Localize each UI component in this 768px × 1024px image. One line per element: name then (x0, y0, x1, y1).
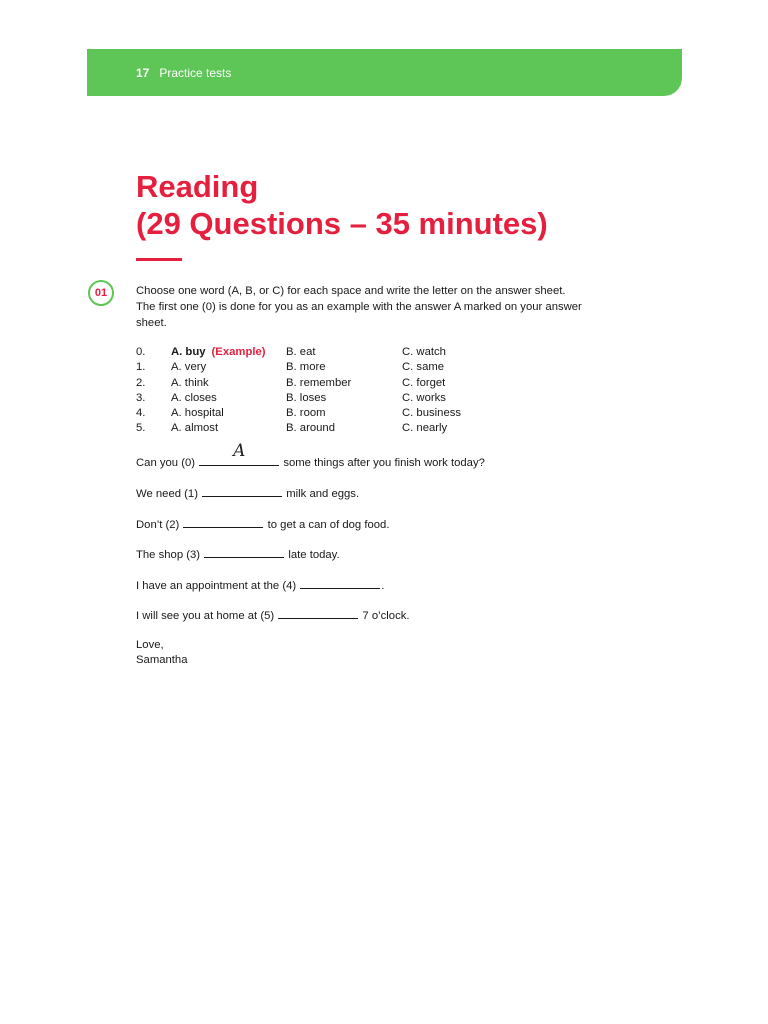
sentence-before: The shop (3) (136, 549, 201, 561)
sentence-after: to get a can of dog food. (267, 519, 390, 531)
letter-line-2 (136, 515, 389, 533)
title-line-1: Reading (136, 169, 259, 204)
sentence-before: We need (1) (136, 488, 198, 500)
option-b: B. remember (286, 376, 352, 389)
option-b: B. more (286, 361, 326, 374)
answer-blank[interactable] (300, 576, 380, 589)
letter-closing (136, 638, 188, 668)
page-number: 17 (136, 65, 150, 80)
option-b: B. eat (286, 346, 316, 358)
letter-line-3 (136, 545, 340, 563)
signature: Samantha (136, 654, 188, 666)
option-b: B. loses (286, 391, 327, 404)
answer-blank[interactable] (199, 441, 279, 466)
option-row (136, 376, 616, 391)
sentence-before: Can you (0) (136, 457, 196, 469)
sentence-before: I will see you at home at (5) (136, 610, 275, 622)
letter-line-5 (136, 606, 410, 624)
example-tag: (Example) (211, 346, 266, 358)
option-row (136, 406, 616, 421)
option-b: B. room (286, 407, 326, 420)
sentence-after: late today. (288, 549, 340, 561)
sentence-before: I have an appointment at the (4) (136, 580, 297, 592)
option-number: 0. (136, 346, 146, 358)
sentence-before: Don’t (2) (136, 519, 180, 531)
section-title: Practice tests (159, 65, 232, 80)
answer-blank[interactable] (278, 606, 358, 619)
answer-blank[interactable] (202, 484, 282, 497)
option-row (136, 360, 616, 375)
instructions-line: sheet. (136, 317, 167, 329)
option-number: 1. (136, 361, 146, 374)
page-title (136, 168, 548, 242)
option-a (171, 345, 266, 360)
handwritten-answer: A (233, 441, 246, 461)
question-number-badge: 01 (88, 280, 114, 306)
option-c: C. watch (402, 346, 446, 358)
option-c: C. nearly (402, 422, 448, 435)
option-a: A. think (171, 376, 209, 389)
sentence-after: milk and eggs. (286, 488, 360, 500)
instructions-line: Choose one word (A, B, or C) for each space and write the letter on the answer sheet. (136, 285, 566, 297)
instructions (136, 283, 636, 331)
option-number: 2. (136, 376, 146, 389)
option-row (136, 345, 616, 360)
title-line-2: (29 Questions – 35 minutes) (136, 206, 548, 241)
letter-line-1 (136, 484, 359, 502)
option-number: 5. (136, 422, 146, 435)
title-underline (136, 258, 182, 261)
answer-blank[interactable] (204, 545, 284, 558)
header-band (87, 49, 682, 96)
instructions-line: The first one (0) is done for you as an example with the answer A marked on your answer (136, 301, 582, 313)
option-b: B. around (286, 422, 335, 435)
option-number: 3. (136, 391, 146, 404)
closing: Love, (136, 639, 164, 651)
option-row (136, 391, 616, 406)
letter-line-4 (136, 576, 384, 594)
option-c: C. forget (402, 376, 446, 389)
option-c: C. same (402, 361, 445, 374)
options-table (136, 345, 616, 437)
option-a: A. hospital (171, 407, 224, 420)
option-row (136, 421, 616, 436)
sentence-after: 7 o’clock. (362, 610, 410, 622)
sentence-after: some things after you finish work today? (283, 457, 485, 469)
option-a: A. almost (171, 422, 219, 435)
option-a-label: A. buy (171, 346, 206, 358)
option-c: C. works (402, 391, 446, 404)
option-c: C. business (402, 407, 462, 420)
option-a: A. very (171, 361, 207, 374)
option-number: 4. (136, 407, 146, 420)
option-a: A. closes (171, 391, 217, 404)
answer-blank[interactable] (183, 515, 263, 528)
letter-line-0 (136, 441, 485, 471)
sentence-after: . (381, 580, 385, 592)
